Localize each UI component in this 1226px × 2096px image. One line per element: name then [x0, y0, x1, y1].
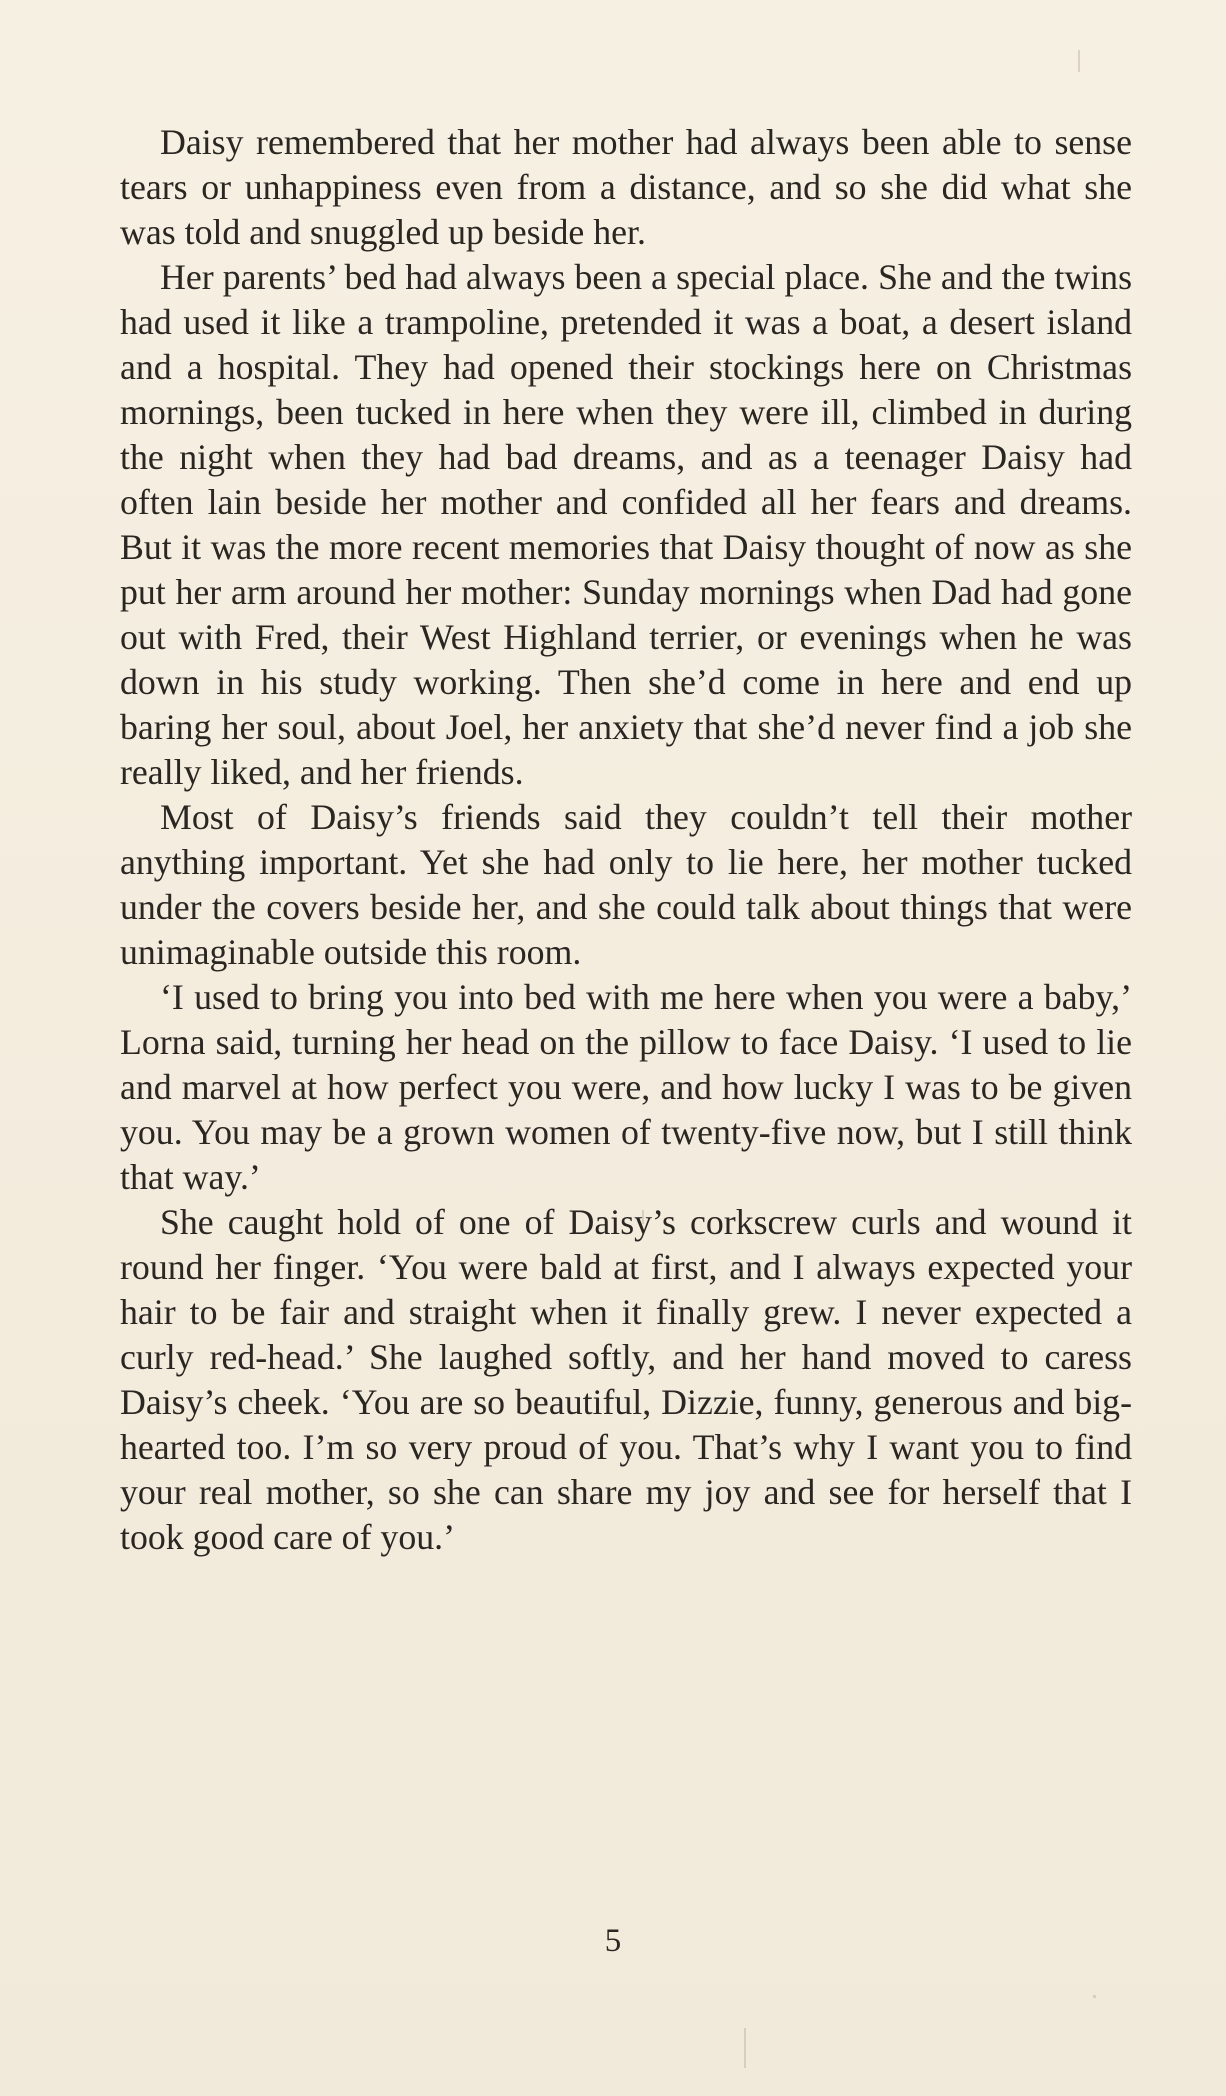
paragraph: Her parents’ bed had always been a special place. She and the twins had used it like a trampoline, pretended it was a boat, a desert island and a hospital. They had opened their stockings here on Christmas mornings, been tucked in here when they were ill, climbed in during the night when they had bad dreams, and as a teenager Daisy had often lain beside her mother and confided all her fears and dreams. But it was the more recent memories that Daisy thought of now as she put her arm around her mother: Sunday mornings when Dad had gone out with Fred, their West Highland terrier, or evenings when he was down in his study working. Then she’d come in here and end up baring her soul, about Joel, her anxiety that she’d never find a job she really liked, and her friends.	[120, 257, 1132, 792]
paper-mark	[1078, 50, 1080, 72]
paper-mark	[744, 2028, 746, 2068]
page-number: 5	[604, 1923, 622, 1959]
paragraph: Daisy remembered that her mother had always been able to sense tears or unhappiness even from a distance, and so she did what she was told and snuggled up beside her.	[120, 122, 1132, 252]
paper-mark	[1093, 1995, 1096, 1998]
paragraph: She caught hold of one of Daisy’s corkscrew curls and wound it round her finger. ‘You were bald at first, and I always expected your hair to be fair and straight when it finally grew. I never expected a curly red-head.’ She laughed softly, and her hand moved to caress Daisy’s cheek. ‘You are so beautiful, Dizzie, funny, generous and big-hearted too. I’m so very proud of you. That’s why I want you to find your real mother, so she can share my joy and see for herself that I took good care of you.’	[120, 1202, 1132, 1557]
paragraph: ‘I used to bring you into bed with me here when you were a baby,’ Lorna said, turning her head on the pillow to face Daisy. ‘I used to lie and marvel at how perfect you were, and how lucky I was to be given you. You may be a grown women of twenty-five now, but I still think that way.’	[120, 977, 1132, 1197]
paragraph: Most of Daisy’s friends said they couldn’t tell their mother anything important. Yet she had only to lie here, her mother tucked under the covers beside her, and she could talk about things that were unimaginable outside this room.	[120, 797, 1132, 972]
body-text	[120, 120, 1132, 1560]
